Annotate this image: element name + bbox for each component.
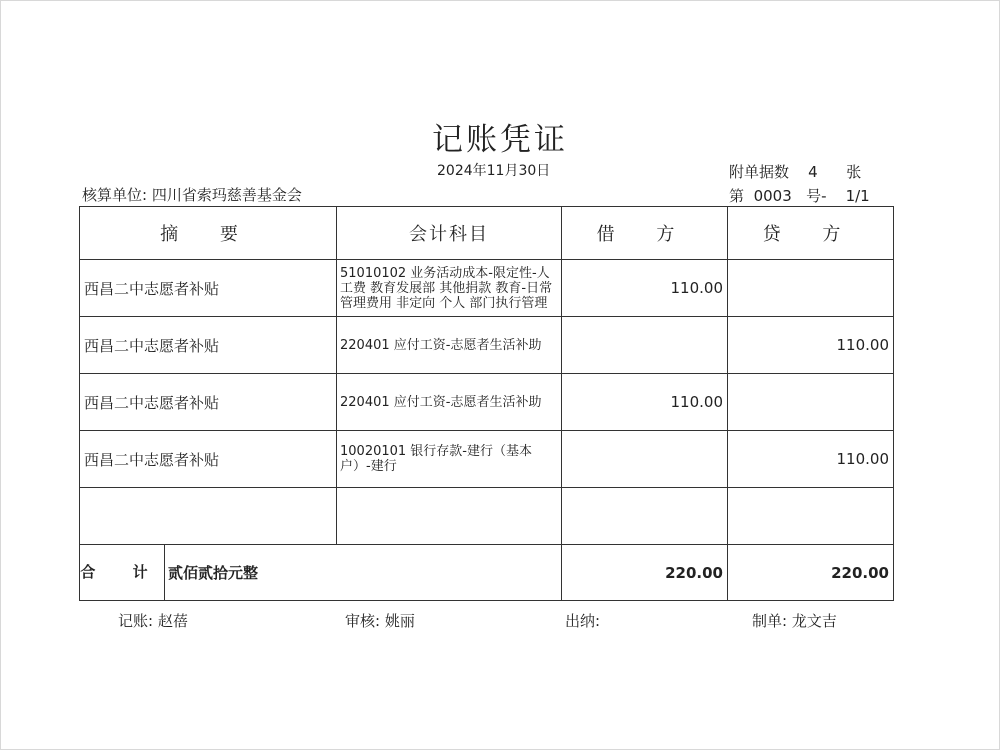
row-credit [728,260,894,317]
reviewer-label: 审核: [345,612,381,630]
row-summary: 西昌二中志愿者补贴 [80,374,337,431]
bookkeeper-signature [118,610,188,631]
unit-label: 核算单位: [82,186,148,204]
accounting-unit [82,184,302,205]
cashier-label: 出纳: [565,612,601,630]
row-account: 51010102 业务活动成本-限定性-人工费 教育发展部 其他捐款 教育-日常管理费用 非定向 个人 部门执行管理 [337,260,562,317]
preparer-name: 龙文吉 [791,612,837,630]
reviewer-signature [345,610,415,631]
row-account: 220401 应付工资-志愿者生活补助 [337,374,562,431]
header-account: 会计科目 [337,207,562,260]
table-header [80,207,894,260]
attachment-label: 附单据数 [729,163,790,181]
table-row [80,374,894,431]
row-summary [80,488,337,545]
cashier-signature [565,610,605,631]
bookkeeper-name: 赵蓓 [157,612,188,630]
row-credit: 110.00 [728,317,894,374]
voucher-prefix: 第 [729,187,745,205]
voucher-date: 2024年11月30日 [437,163,551,179]
row-summary: 西昌二中志愿者补贴 [80,260,337,317]
row-account: 10020101 银行存款-建行（基本户）-建行 [337,431,562,488]
voucher-table [79,206,894,601]
total-amount-words: 贰佰贰拾元整 [168,564,259,582]
voucher-suffix: 号- [806,187,827,205]
preparer-signature [752,610,837,631]
row-credit: 110.00 [728,431,894,488]
row-summary: 西昌二中志愿者补贴 [80,317,337,374]
voucher-page: 1/1 [845,187,870,205]
total-credit: 220.00 [728,545,894,601]
row-debit: 110.00 [562,374,728,431]
table-row [80,431,894,488]
attachment-number: 4 [808,163,818,181]
reviewer-name: 姚丽 [384,612,415,630]
total-label: 合 计 [80,545,165,600]
row-debit [562,317,728,374]
table-row-empty [80,488,894,545]
attachment-count [729,161,861,182]
header-credit: 贷 方 [728,207,894,260]
total-label-cell [80,545,562,601]
row-credit [728,374,894,431]
bookkeeper-label: 记账: [118,612,154,630]
voucher-number-value: 0003 [753,187,792,205]
row-account: 220401 应付工资-志愿者生活补助 [337,317,562,374]
row-debit [562,488,728,545]
attachment-unit: 张 [846,163,862,181]
row-credit [728,488,894,545]
table-row [80,317,894,374]
total-row [80,545,894,601]
unit-name: 四川省索玛慈善基金会 [151,186,302,204]
header-debit: 借 方 [562,207,728,260]
row-debit [562,431,728,488]
table-row [80,260,894,317]
preparer-label: 制单: [752,612,788,630]
document-title: 记账凭证 [432,122,568,158]
voucher-number [729,185,870,206]
header-summary: 摘 要 [80,207,337,260]
total-debit: 220.00 [562,545,728,601]
row-debit: 110.00 [562,260,728,317]
row-summary: 西昌二中志愿者补贴 [80,431,337,488]
row-account [337,488,562,545]
